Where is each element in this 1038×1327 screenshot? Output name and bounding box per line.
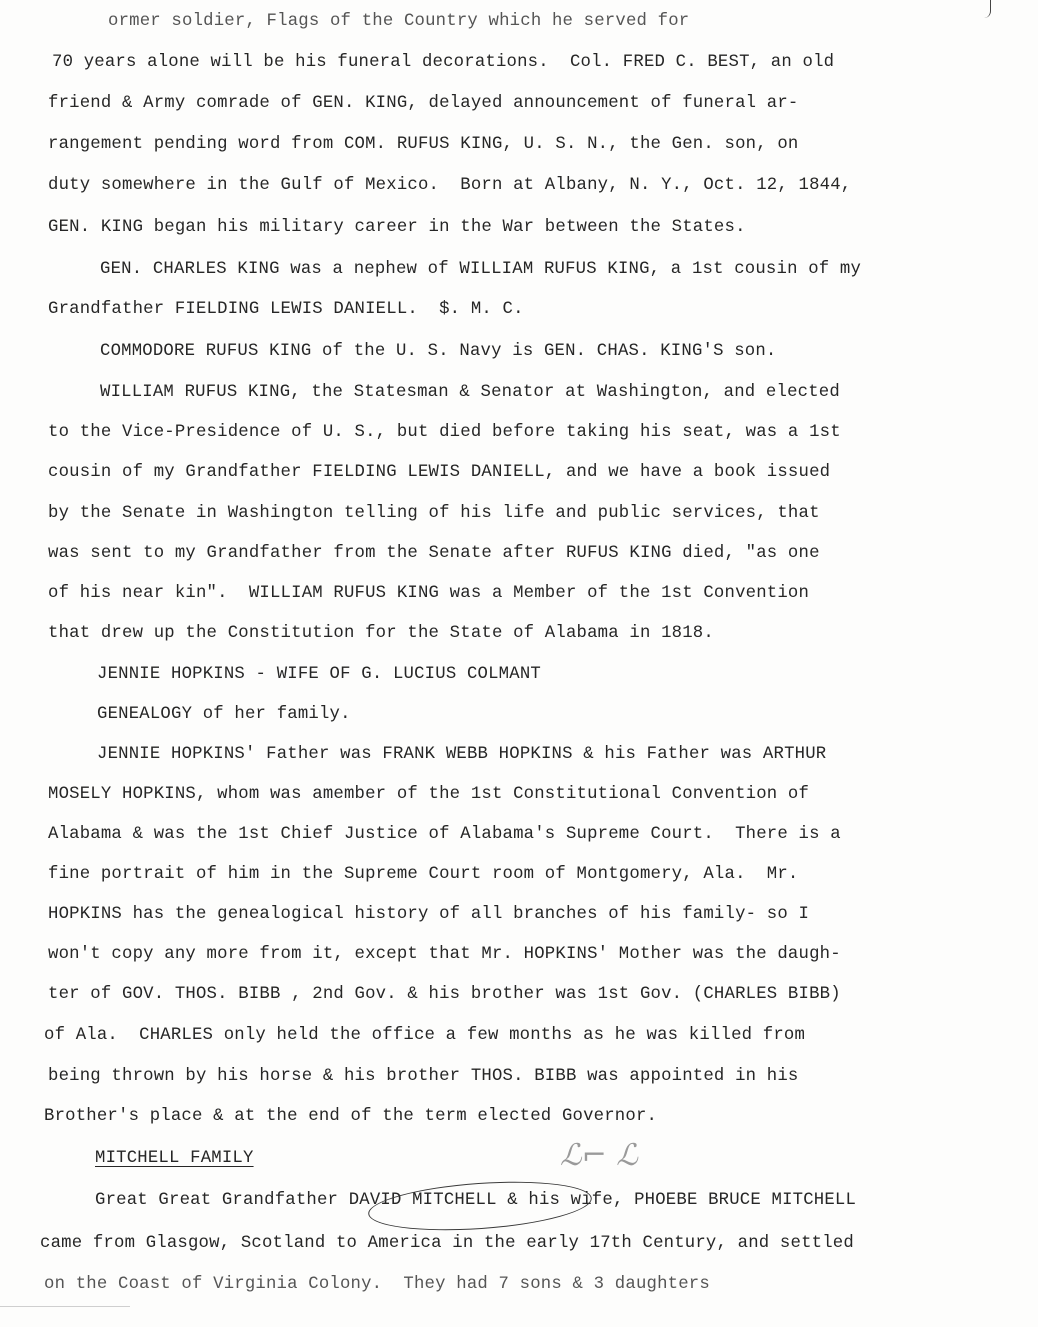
text-line: ter of GOV. THOS. BIBB , 2nd Gov. & his brother was 1st Gov. (CHARLES BIBB)	[48, 985, 841, 1004]
text-line: Brother's place & at the end of the term elected Governor.	[44, 1107, 658, 1126]
text-line-partial-top: ormer soldier, Flags of the Country which he served for	[108, 12, 690, 31]
text-line: HOPKINS has the genealogical history of all branches of his family- so I	[48, 905, 810, 924]
text-line: Grandfather FIELDING LEWIS DANIELL. $. M. C.	[48, 300, 524, 319]
text-line: COMMODORE RUFUS KING of the U. S. Navy is GEN. CHAS. KING'S son.	[100, 342, 777, 361]
text-line: friend & Army comrade of GEN. KING, delayed announcement of funeral ar-	[48, 94, 799, 113]
text-line: WILLIAM RUFUS KING, the Statesman & Senator at Washington, and elected	[100, 383, 840, 402]
margin-mark	[984, 0, 991, 18]
text-line: that drew up the Constitution for the State of Alabama in 1818.	[48, 624, 714, 643]
text-line: JENNIE HOPKINS - WIFE OF G. LUCIUS COLMANT	[97, 665, 541, 684]
text-line: Great Great Grandfather DAVID MITCHELL & his wife, PHOEBE BRUCE MITCHELL	[95, 1191, 857, 1210]
text-line: came from Glasgow, Scotland to America in the early 17th Century, and settled	[40, 1234, 854, 1253]
text-line: GEN. KING began his military career in the War between the States.	[48, 218, 746, 237]
text-line: duty somewhere in the Gulf of Mexico. Born at Albany, N. Y., Oct. 12, 1844,	[48, 176, 852, 195]
text-line: by the Senate in Washington telling of his life and public services, that	[48, 504, 820, 523]
text-line: of Ala. CHARLES only held the office a few months as he was killed from	[44, 1026, 806, 1045]
text-line-partial-bottom: on the Coast of Virginia Colony. They had 7 sons & 3 daughters	[44, 1275, 710, 1294]
text-line: cousin of my Grandfather FIELDING LEWIS DANIELL, and we have a book issued	[48, 463, 831, 482]
handwritten-scribble: ℒ⌐ ℒ	[560, 1138, 638, 1173]
text-line: GEN. CHARLES KING was a nephew of WILLIAM RUFUS KING, a 1st cousin of my	[100, 260, 862, 279]
text-line: fine portrait of him in the Supreme Court room of Montgomery, Ala. Mr.	[48, 865, 799, 884]
text-line: being thrown by his horse & his brother THOS. BIBB was appointed in his	[48, 1067, 799, 1086]
scan-edge-mark	[0, 1306, 130, 1307]
text-line: to the Vice-Presidence of U. S., but died before taking his seat, was a 1st	[48, 423, 841, 442]
text-line: MOSELY HOPKINS, whom was amember of the 1st Constitutional Convention of	[48, 785, 810, 804]
section-title: MITCHELL FAMILY	[95, 1149, 254, 1168]
text-line: was sent to my Grandfather from the Senate after RUFUS KING died, "as one	[48, 544, 820, 563]
text-line: of his near kin". WILLIAM RUFUS KING was a Member of the 1st Convention	[48, 584, 810, 603]
text-line: JENNIE HOPKINS' Father was FRANK WEBB HOPKINS & his Father was ARTHUR	[97, 745, 827, 764]
text-line: 70 years alone will be his funeral decorations. Col. FRED C. BEST, an old	[52, 53, 835, 72]
text-line: GENEALOGY of her family.	[97, 705, 351, 724]
text-line: rangement pending word from COM. RUFUS KING, U. S. N., the Gen. son, on	[48, 135, 799, 154]
text-line: won't copy any more from it, except that Mr. HOPKINS' Mother was the daugh-	[48, 945, 841, 964]
text-line: Alabama & was the 1st Chief Justice of Alabama's Supreme Court. There is a	[48, 825, 841, 844]
